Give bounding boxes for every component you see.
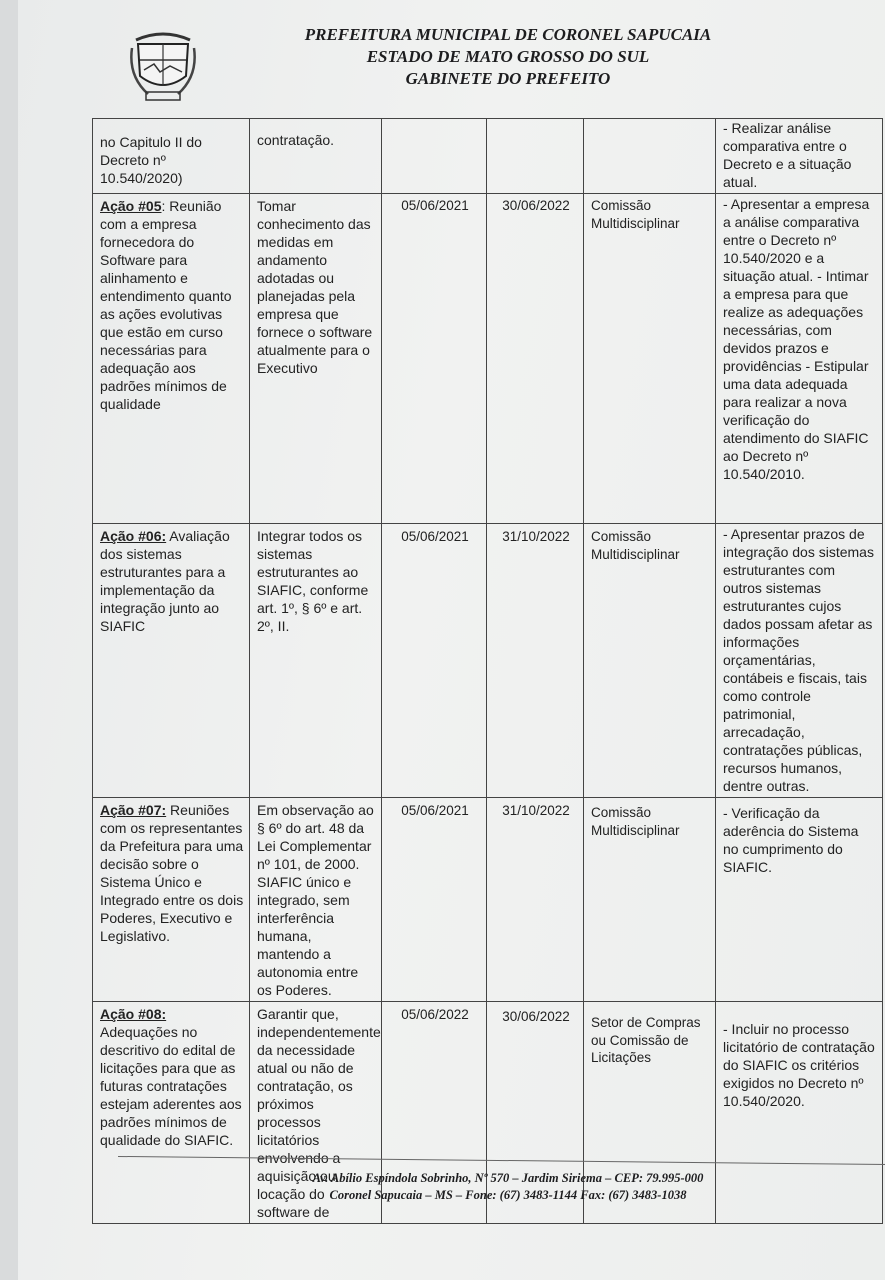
- action-text: no Capitulo II do Decreto nº 10.540/2020): [100, 134, 202, 186]
- action-text: Adequações no descritivo do edital de licitações para que as futuras contratações estejam aderentes aos padrões mínimos de qualidade do SIAFIC.: [100, 1024, 242, 1148]
- document-page: [18, 0, 885, 1280]
- activities-cell: - Incluir no processo licitatório de contratação do SIAFIC os critérios exigidos no Decreto nº 10.540/2020.: [716, 1002, 883, 1224]
- objective-cell: Garantir que, independentemente da necessidade atual ou não de contratação, os próximos processos licitatórios aquisição ou locação do software de: [250, 1002, 382, 1224]
- action-text: Avaliação dos sistemas estruturantes para a implementação da integração junto ao SIAFIC: [100, 528, 230, 634]
- start-date-cell: 05/06/2021: [382, 798, 487, 1002]
- end-date-cell: [487, 119, 584, 194]
- table-row: [93, 194, 883, 524]
- objective-cell: Integrar todos os sistemas estruturantes ao SIAFIC, conforme art. 1º, § 6º e art. 2º, II.: [250, 524, 382, 798]
- action-plan-table: [92, 118, 883, 1224]
- end-date-cell: 30/06/2022: [487, 1002, 584, 1224]
- table-row: [93, 798, 883, 1002]
- letterhead: [268, 24, 748, 90]
- action-text: : Reunião com a empresa fornecedora do Software para alinhamento e entendimento quanto as ações evolutivas que estão em curso necessárias para adequação aos padrões mínimos de qualidade: [100, 198, 232, 412]
- objective-cell: Tomar conhecimento das medidas em andamento adotadas ou planejadas pela empresa que fornece o software atualmente para o Executivo: [250, 194, 382, 524]
- action-label: Ação #07:: [100, 802, 167, 818]
- responsible-cell: Comissão Multidisciplinar: [584, 798, 716, 1002]
- table-row: [93, 119, 883, 194]
- header-office: GABINETE DO PREFEITO: [405, 69, 611, 88]
- objective-cell: contratação.: [250, 119, 382, 194]
- action-cell: [93, 524, 250, 798]
- start-date-cell: 05/06/2021: [382, 524, 487, 798]
- action-label: Ação #08:: [100, 1006, 167, 1022]
- activities-cell: - Realizar análise comparativa entre o Decreto e a situação atual.: [716, 119, 883, 194]
- action-cell: [93, 798, 250, 1002]
- action-cell: [93, 194, 250, 524]
- activities-cell: - Verificação da aderência do Sistema no cumprimento do SIAFIC.: [716, 798, 883, 1002]
- objective-cell: Em observação ao § 6º do art. 48 da Lei Complementar nº 101, de 2000. SIAFIC único e integrado, sem interferência humana, mantendo a autonomia entre os Poderes.: [250, 798, 382, 1002]
- responsible-cell: Comissão Multidisciplinar: [584, 194, 716, 524]
- header-title: PREFEITURA MUNICIPAL DE CORONEL SAPUCAIA: [304, 25, 712, 44]
- action-label: Ação #06:: [100, 528, 167, 544]
- end-date-cell: 31/10/2022: [487, 798, 584, 1002]
- activities-cell: - Apresentar a empresa a análise comparativa entre o Decreto nº 10.540/2020 e a situação atual. - Intimar a empresa para que realize as adequações necessárias, com devidos prazos e providências - Estipular uma data adequada para realizar a nova verificação do atendimento do SIAFIC ao Decreto nº 10.540/2010.: [716, 194, 883, 524]
- action-text: Reuniões com os representantes da Prefeitura para uma decisão sobre o Sistema Único e Integrado entre os dois Poderes, Executivo e Legislativo.: [100, 802, 244, 944]
- start-date-cell: 05/06/2021: [382, 194, 487, 524]
- table-row: [93, 524, 883, 798]
- responsible-cell: Setor de Compras ou Comissão de Licitações: [584, 1002, 716, 1224]
- action-label: Ação #05: [100, 198, 162, 214]
- footer-street: Av. Abílio Espíndola Sobrinho, Nº 570 – Jardim Siriema – CEP: 79.995-000: [312, 1171, 704, 1185]
- end-date-cell: 31/10/2022: [487, 524, 584, 798]
- end-date-cell: 30/06/2022: [487, 194, 584, 524]
- responsible-cell: [584, 119, 716, 194]
- start-date-cell: [382, 119, 487, 194]
- footer-contact: Coronel Sapucaia – MS – Fone: (67) 3483-1144 Fax: (67) 3483-1038: [329, 1188, 687, 1202]
- municipal-crest-icon: [128, 26, 198, 104]
- start-date-cell: 05/06/2022: [382, 1002, 487, 1224]
- header-state: ESTADO DE MATO GROSSO DO SUL: [366, 47, 650, 66]
- activities-cell: - Apresentar prazos de integração dos sistemas estruturantes com outros sistemas estruturantes cujos dados possam afetar as informações orçamentárias, contábeis e fiscais, tais como controle patrimonial, arrecadação, contratações públicas, recursos humanos, dentre outras.: [716, 524, 883, 798]
- responsible-cell: Comissão Multidisciplinar: [584, 524, 716, 798]
- action-cell: [93, 119, 250, 194]
- footer-address: [258, 1170, 758, 1204]
- action-cell: [93, 1002, 250, 1224]
